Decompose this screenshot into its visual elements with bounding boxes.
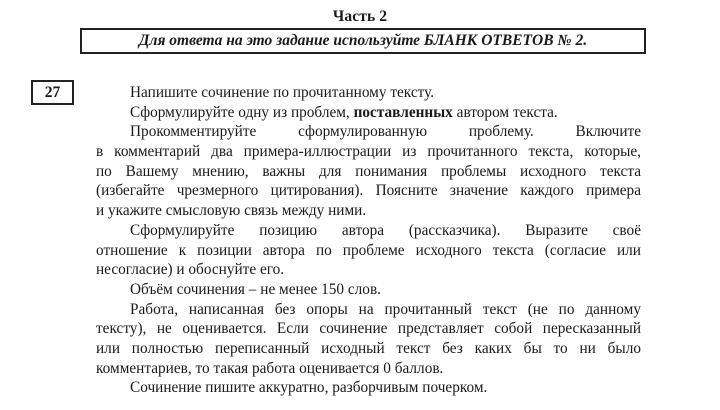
task-line-part: Сформулируйте одну из проблем, [130,103,354,121]
task-line: тексту), не оценивается. Если сочинение представляет собой пересказанный [96,320,641,338]
task-line: несогласие) и обоснуйте его. [96,261,285,279]
task-line: комментариев, то такая работа оценивается 0 баллов. [96,359,444,377]
task-line: Сформулируйте позицию автора (рассказчика). Выразите своё [130,221,641,239]
task-line: (избегайте чрезмерного цитирования). Поясните значение каждого примера [96,182,641,200]
task-line: Напишите сочинение по прочитанному тексту. [130,84,435,101]
task-line: и укажите смысловую связь между ними. [96,202,367,220]
task-line-bold: поставленных [353,103,453,121]
task-line: Объём сочинения – не менее 150 слов. [130,280,382,298]
task-line: отношение к позиции автора по проблеме исходного текста (согласие или [96,241,641,259]
task-line: Прокомментируйте сформулированную проблему. Включите [130,123,641,141]
task-number-box: 27 [31,80,74,105]
task-text [96,83,641,398]
task-line-part: автором текста. [452,103,558,121]
task-line: в комментарий два примера-иллюстрации из прочитанного текста, которые, [96,143,641,161]
task-line: Работа, написанная без опоры на прочитанный текст (не по данному [130,300,641,318]
task-line: или полностью переписанный исходный текст без каких бы то ни было [96,339,641,357]
instruction-box: Для ответа на это задание используйте БЛАНК ОТВЕТОВ № 2. [80,28,646,54]
task-line: Сочинение пишите аккуратно, разборчивым почерком. [130,379,488,397]
task-line [96,103,641,123]
task-line: по Вашему мнению, важны для понимания проблемы исходного текста [96,162,641,180]
part-title: Часть 2 [332,8,388,25]
